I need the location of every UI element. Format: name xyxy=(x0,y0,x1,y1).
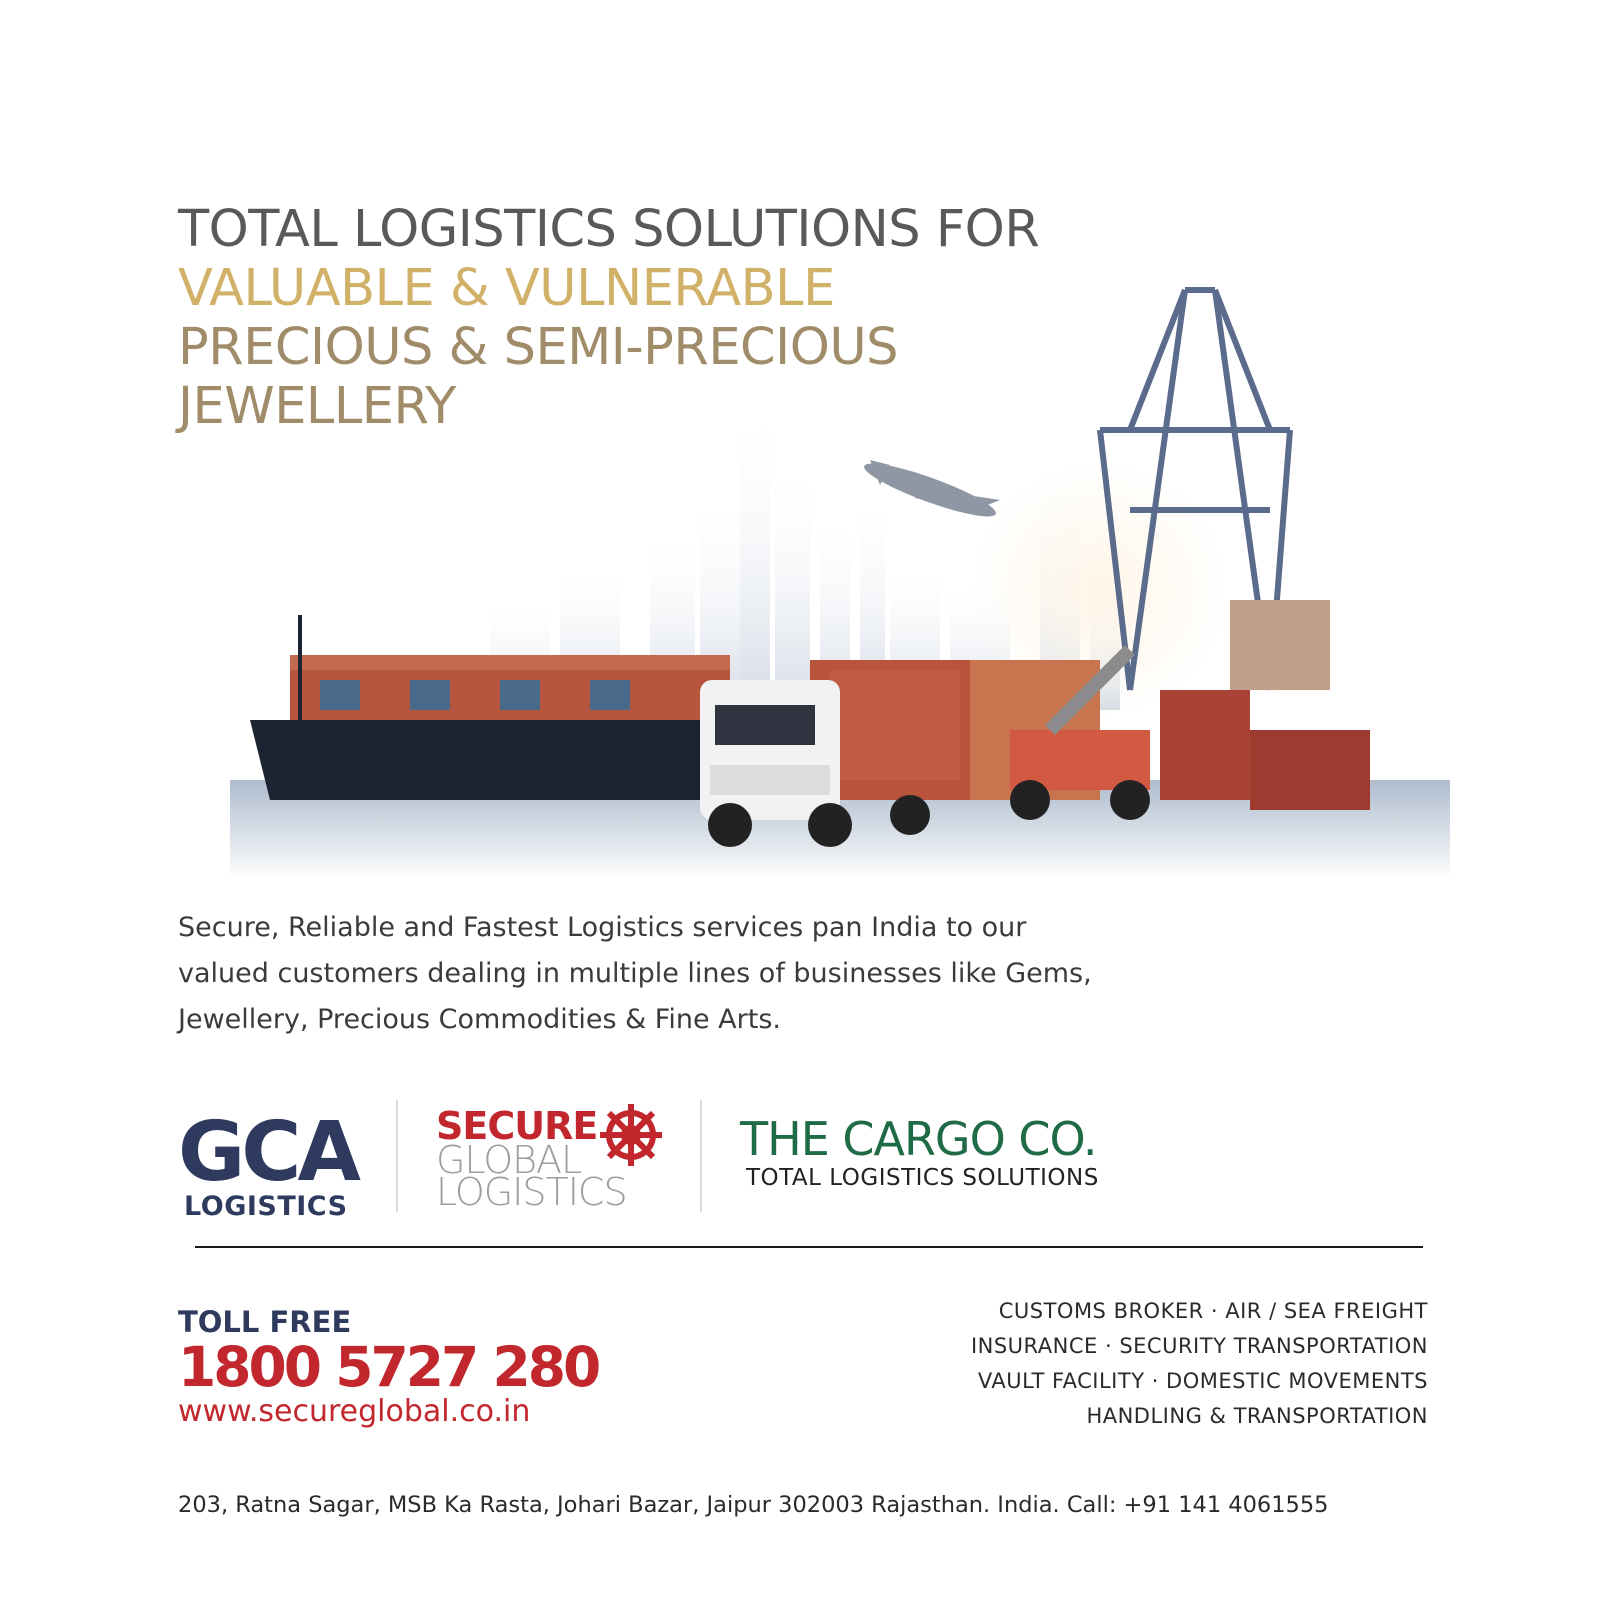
services-line-4: HANDLING & TRANSPORTATION xyxy=(1086,1404,1428,1428)
services-line-2: INSURANCE · SECURITY TRANSPORTATION xyxy=(970,1334,1428,1358)
headline-line-1: TOTAL LOGISTICS SOLUTIONS FOR xyxy=(178,200,1040,259)
gca-logo-main: GCA xyxy=(178,1105,357,1200)
gca-logo-sub: LOGISTICS xyxy=(184,1191,348,1222)
headline-line-3: PRECIOUS & SEMI-PRECIOUS xyxy=(178,318,899,377)
partner-logos xyxy=(178,1100,1428,1230)
toll-free-number[interactable]: 1800 5727 280 xyxy=(178,1335,599,1399)
ship-wheel-icon xyxy=(598,1102,664,1168)
secure-global-line-3: LOGISTICS xyxy=(436,1170,627,1214)
contact-block xyxy=(178,1305,698,1429)
services-list xyxy=(908,1294,1428,1434)
secure-global-line-2: GLOBAL xyxy=(436,1138,582,1182)
description-line-3: Jewellery, Precious Commodities & Fine Arts. xyxy=(178,1004,781,1035)
description xyxy=(178,905,1138,1043)
divider-rule xyxy=(195,1246,1423,1248)
description-line-2: valued customers dealing in multiple lines of businesses like Gems, xyxy=(178,958,1092,989)
secure-global-line-1: SECURE xyxy=(436,1104,598,1148)
address: 203, Ratna Sagar, MSB Ka Rasta, Johari Bazar, Jaipur 302003 Rajasthan. India. Call: +91 141 4061555 xyxy=(178,1492,1329,1518)
services-line-1: CUSTOMS BROKER · AIR / SEA FREIGHT xyxy=(998,1299,1428,1323)
services-line-3: VAULT FACILITY · DOMESTIC MOVEMENTS xyxy=(977,1369,1428,1393)
cargo-co-name: THE CARGO CO. xyxy=(740,1112,1097,1166)
website-link[interactable]: www.secureglobal.co.in xyxy=(178,1394,531,1429)
headline-line-2: VALUABLE & VULNERABLE xyxy=(178,259,835,318)
logo-divider-2 xyxy=(700,1100,702,1212)
description-line-1: Secure, Reliable and Fastest Logistics services pan India to our xyxy=(178,912,1027,943)
toll-free-label: TOLL FREE xyxy=(178,1305,352,1339)
headline-line-4: JEWELLERY xyxy=(178,377,456,436)
gca-logistics-logo xyxy=(178,1105,368,1222)
truck xyxy=(700,670,960,847)
logo-divider-1 xyxy=(396,1100,398,1212)
cargo-co-tagline: TOTAL LOGISTICS SOLUTIONS xyxy=(746,1165,1099,1191)
cargo-co-logo xyxy=(740,1114,1160,1192)
hero-logistics-image xyxy=(230,260,1450,880)
